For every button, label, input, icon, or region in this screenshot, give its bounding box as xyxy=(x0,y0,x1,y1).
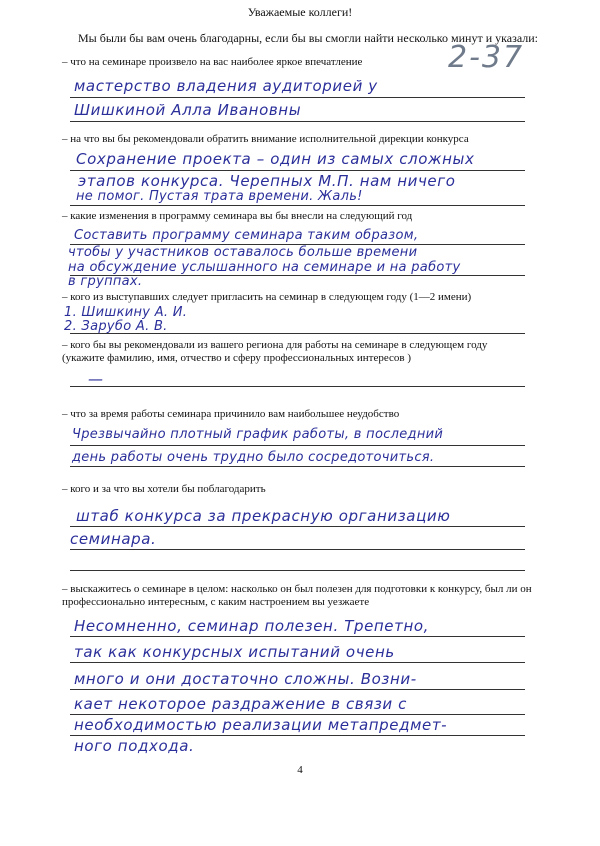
answer-2-line-1: Сохранение проекта – один из самых сложных xyxy=(76,150,475,168)
answer-4-line-1: 1. Шишкину А. И. xyxy=(64,305,188,320)
answer-7-line-1: штаб конкурса за прекрасную организацию xyxy=(76,507,451,525)
answer-8-line-6: ного подхода. xyxy=(74,737,195,755)
answer-8-line-1: Несомненно, семинар полезен. Трепетно, xyxy=(74,617,430,635)
page-number: 4 xyxy=(297,764,303,776)
answer-line xyxy=(70,714,525,715)
answer-line xyxy=(70,662,525,663)
answer-7-line-2: семинара. xyxy=(70,530,157,548)
answer-3-line-4: в группах. xyxy=(68,274,143,289)
answer-line xyxy=(70,570,525,571)
answer-line xyxy=(70,333,525,334)
answer-3-line-1: Составить программу семинара таким образом, xyxy=(74,228,419,243)
answer-line xyxy=(70,689,525,690)
answer-3-line-2: чтобы у участников оставалось больше времени xyxy=(68,245,418,260)
answer-line xyxy=(70,466,525,467)
question-5: – кого бы вы рекомендовали из вашего региона для работы на семинаре в следующем году (укажите фамилию, имя, отчество и сферу профессиональных интересов ) xyxy=(62,339,488,364)
answer-2-line-3: не помог. Пустая трата времени. Жаль! xyxy=(76,189,363,204)
intro-text: Мы были бы вам очень благодарны, если бы вы смогли найти несколько минут и указали: xyxy=(78,31,539,45)
answer-4-line-2: 2. Зарубо А. В. xyxy=(64,319,168,334)
answer-5-line-1: — xyxy=(88,370,104,388)
question-8: – выскажитесь о семинаре в целом: насколько он был полезен для подготовки к конкурсу, был ли он профессионально интересным, с каким настроением вы уезжаете xyxy=(62,583,532,608)
answer-line xyxy=(70,445,525,446)
answer-line xyxy=(70,97,525,98)
question-3: – какие изменения в программу семинара вы бы внесли на следующий год xyxy=(62,210,413,222)
question-6: – что за время работы семинара причинило вам наибольшее неудобство xyxy=(62,408,400,420)
question-2: – на что вы бы рекомендовали обратить внимание исполнительной дирекции конкурса xyxy=(62,133,469,145)
answer-8-line-5: необходимостью реализации метапредмет- xyxy=(74,716,448,734)
question-4: – кого из выступавших следует пригласить на семинар в следующем году (1—2 имени) xyxy=(62,291,472,303)
answer-line xyxy=(70,636,525,637)
answer-8-line-2: так как конкурсных испытаний очень xyxy=(74,643,395,661)
answer-line xyxy=(70,205,525,206)
answer-3-line-3: на обсуждение услышанного на семинаре и на работу xyxy=(68,260,461,275)
answer-8-line-3: много и они достаточно сложны. Возни- xyxy=(74,670,417,688)
answer-line xyxy=(70,170,525,171)
answer-line xyxy=(70,386,525,387)
question-7: – кого и за что вы хотели бы поблагодарить xyxy=(62,483,266,495)
answer-6-line-1: Чрезвычайно плотный график работы, в последний xyxy=(72,427,444,442)
answer-1-line-2: Шишкиной Алла Ивановны xyxy=(74,101,302,119)
answer-line xyxy=(70,526,525,527)
answer-line xyxy=(70,549,525,550)
page-title: Уважаемые коллеги! xyxy=(247,5,353,19)
answer-line xyxy=(70,735,525,736)
answer-1-line-1: мастерство владения аудиторией у xyxy=(74,77,378,95)
answer-2-line-2: этапов конкурса. Черепных М.П. нам ничего xyxy=(78,172,456,190)
answer-8-line-4: кает некоторое раздражение в связи с xyxy=(74,695,407,713)
handwritten-code: 2-37 xyxy=(448,40,525,75)
answer-line xyxy=(70,121,525,122)
question-1: – что на семинаре произвело на вас наиболее яркое впечатление xyxy=(62,56,363,68)
answer-6-line-2: день работы очень трудно было сосредоточиться. xyxy=(72,450,435,465)
